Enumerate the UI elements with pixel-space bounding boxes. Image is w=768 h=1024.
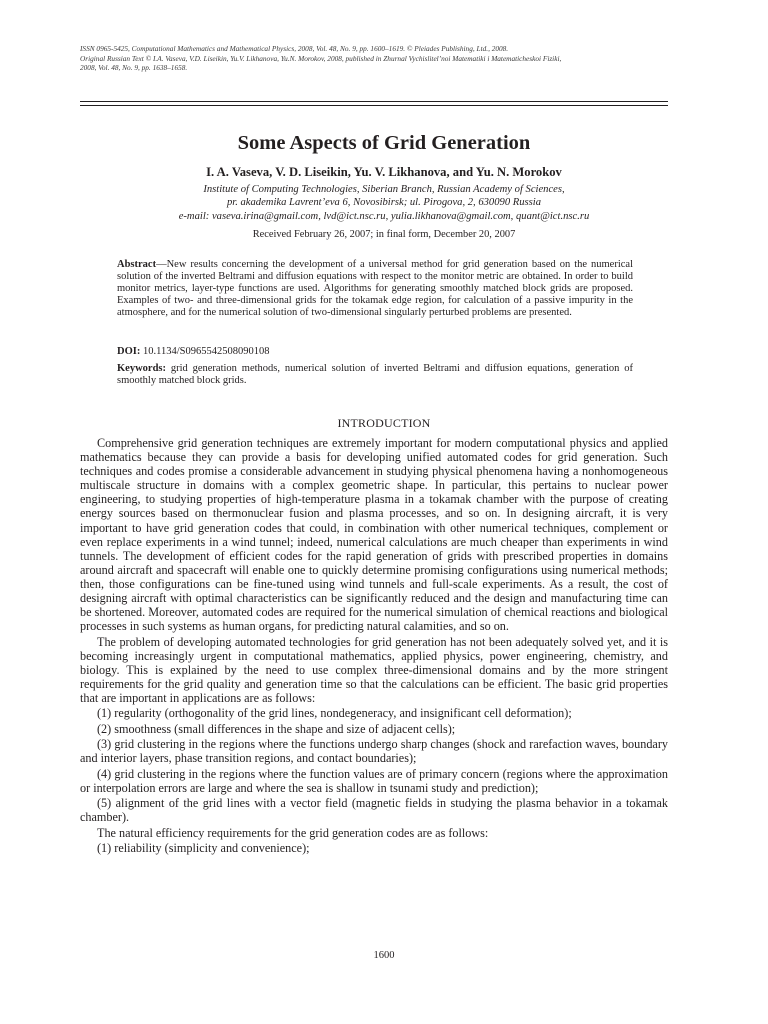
header-rule-top — [80, 101, 668, 102]
keywords-label: Keywords: — [117, 363, 166, 374]
header-rule-bottom — [80, 105, 668, 106]
list-item: (2) smoothness (small differences in the shape and size of adjacent cells); — [97, 721, 456, 736]
body-text — [80, 436, 668, 856]
list-item: (3) grid clustering in the regions where the functions undergo sharp changes (shock and rarefaction waves, boundary and interior layers, phase transition regions, and contact boundaries); — [80, 737, 668, 766]
doi — [117, 345, 633, 358]
list-item: (1) regularity (orthogonality of the grid lines, nondegeneracy, and insignificant cell deformation); — [97, 706, 572, 721]
paper-authors: I. A. Vaseva, V. D. Liseikin, Yu. V. Likhanova, and Yu. N. Morokov — [206, 165, 562, 179]
paragraph: The natural efficiency requirements for the grid generation codes are as follows: — [97, 825, 489, 840]
received-dates: Received February 26, 2007; in final form, December 20, 2007 — [252, 229, 516, 240]
abstract-text: —New results concerning the development of a universal method for grid generation based on the numerical solution of the inverted Beltrami and diffusion equations with respect to the monitor metric are obtained. In order to build monitor metrics, layer-type functions are used. Algorithms for generating smoothly matched block grids are proposed. Examples of two- and three-dimensional grids for the tokamak edge region, for calculation of a passive impurity in the atmosphere, and for the numerical solution of two-dimensional singularly perturbed problems are presented. — [117, 259, 633, 319]
list-item: (1) reliability (simplicity and convenience); — [97, 841, 310, 855]
header-line: Original Russian Text © I.A. Vaseva, V.D. Liseikin, Yu.V. Likhanova, Yu.N. Morokov, 2008, published in Zhurnal Vychislitel’noi Matematiki i Matematicheskoi Fiziki, — [80, 53, 562, 63]
doi-value: 10.1134/S0965542508090108 — [140, 346, 270, 357]
affiliation — [0, 183, 768, 223]
paper-title: Some Aspects of Grid Generation — [237, 132, 531, 154]
keywords-text: grid generation methods, numerical solution of inverted Beltrami and diffusion equations, generation of smoothly matched block grids. — [117, 363, 633, 387]
affiliation-line: Institute of Computing Technologies, Siberian Branch, Russian Academy of Sciences, — [203, 184, 565, 195]
affiliation-line: pr. akademika Lavrent’eva 6, Novosibirsk; ul. Pirogova, 2, 630090 Russia — [226, 197, 542, 209]
header-line: 2008, Vol. 48, No. 9, pp. 1638–1658. — [80, 63, 188, 72]
section-title: INTRODUCTION — [337, 416, 431, 430]
keywords — [117, 363, 633, 387]
page-number: 1600 — [373, 950, 395, 961]
list-item: (5) alignment of the grid lines with a vector field (magnetic fields in studying the plasma behavior in a tokamak chamber). — [80, 796, 668, 825]
paragraph: The problem of developing automated technologies for grid generation has not been adequately solved yet, and it is becoming increasingly urgent in computational mathematics, applied physics, power engineering, chemistry, and biology. This is explained by the need to use complex three-dimensional domains and by the more stringent requirements for the grid quality and generation time so that the calculations can be efficient. The basic grid properties that are important in applications are as follows: — [80, 634, 668, 705]
paragraph: Comprehensive grid generation techniques are extremely important for modern computational physics and applied mathematics because they can provide a basis for developing unified automated codes for grid generation. Such techniques and codes promise a considerable advancement in studying physical phenomena having a nonhomogeneous multiscale structure in domains with a complex geometric shape. In particular, this pertains to nuclear power engineering, to studying properties of high-temperature plasma in a tokamak chamber with the purpose of creating energy sources based on thermonuclear fusion and plasma processes, and so on. In designing aircraft, it is very important to have grid generation codes that could, in combination with other numerical techniques, complement or even replace experiments in a wind tunnel; indeed, numerical calculations are much cheaper than experiments in wind tunnels. The development of efficient codes for the rapid generation of grids with prescribed properties in domains around aircraft and spacecraft will enable one to quickly determine promising configurations using numerical methods; then, those configurations can be fine-tuned using wind tunnels and full-scale experiments. As a result, the cost of designing aircraft with optimal characteristics can be significantly reduced and the design and manufacturing time can be shortened. Moreover, automated codes are required for the numerical simulation of chemical reactions and biological processes in such systems as human organs, for predicting natural calamities, and so on. — [80, 436, 668, 634]
header-line: ISSN 0965-5425, Computational Mathematics and Mathematical Physics, 2008, Vol. 48, No. 9, pp. 1600–1619. © Pleiades Publishing, Ltd., 2008. — [80, 44, 509, 53]
journal-header — [80, 44, 670, 73]
list-item: (4) grid clustering in the regions where the function values are of primary concern (regions where the approximation or interpolation errors are large and where the sea is shallow in tsunami study and prediction); — [80, 766, 668, 795]
doi-label: DOI: — [117, 346, 141, 357]
abstract — [117, 259, 633, 319]
abstract-label: Abstract — [117, 259, 157, 270]
affiliation-email: e-mail: vaseva.irina@gmail.com, lvd@ict.nsc.ru, yulia.likhanova@gmail.com, quant@ict.nsc.ru — [178, 210, 590, 222]
